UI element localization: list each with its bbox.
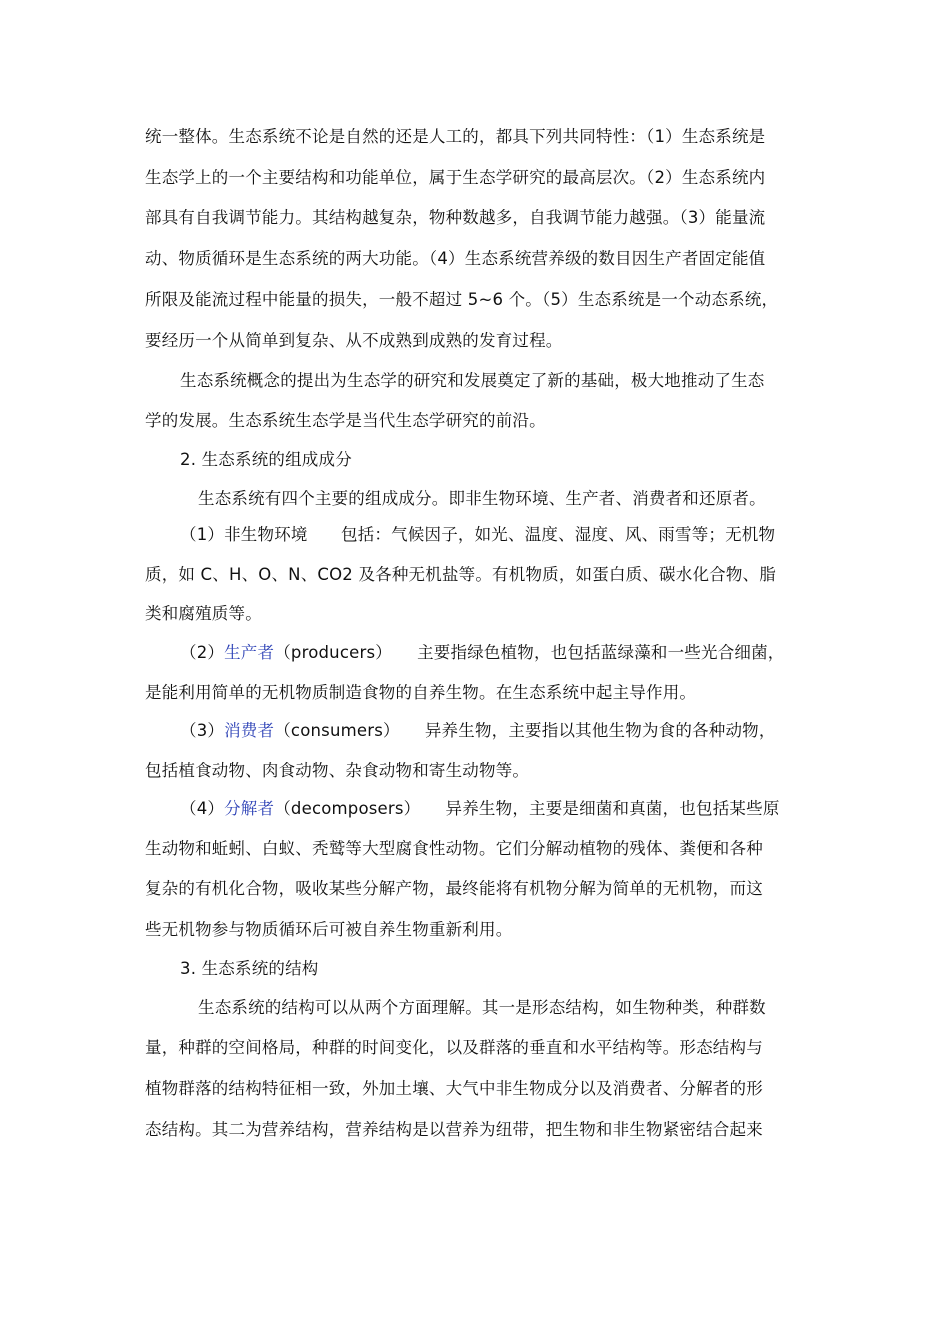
decomposers-link[interactable]: 分解者 xyxy=(224,799,275,818)
paragraph-line: 些无机物参与物质循环后可被自养生物重新利用。 xyxy=(145,920,513,939)
section-heading: 3. 生态系统的结构 xyxy=(180,959,319,978)
paragraph-line: 统一整体。生态系统不论是自然的还是人工的，都具下列共同特性：（1）生态系统是 xyxy=(145,127,766,146)
item-number: （4） xyxy=(180,799,225,818)
item-text: （producers） 主要指绿色植物，也包括蓝绿藻和一些光合细菌， xyxy=(274,643,785,662)
paragraph-line: 所限及能流过程中能量的损失，一般不超过 5~6 个。（5）生态系统是一个动态系统， xyxy=(145,290,779,309)
consumers-line xyxy=(180,719,776,743)
paragraph-line: 类和腐殖质等。 xyxy=(145,604,262,623)
item-text: （consumers） 异养生物，主要指以其他生物为食的各种动物， xyxy=(274,721,776,740)
paragraph-line: 生动物和蚯蚓、白蚁、秃鹫等大型腐食性动物。它们分解动植物的残体、粪便和各种 xyxy=(145,839,763,858)
item-text: （decomposers） 异养生物，主要是细菌和真菌，也包括某些原 xyxy=(274,799,780,818)
paragraph-line: 复杂的有机化合物，吸收某些分解产物，最终能将有机物分解为简单的无机物，而这 xyxy=(145,879,763,898)
paragraph-line: 生态系统概念的提出为生态学的研究和发展奠定了新的基础，极大地推动了生态 xyxy=(180,371,765,390)
producers-link[interactable]: 生产者 xyxy=(224,643,275,662)
section-heading: 2. 生态系统的组成成分 xyxy=(180,450,352,469)
paragraph-line: 生态学上的一个主要结构和功能单位，属于生态学研究的最高层次。（2）生态系统内 xyxy=(145,168,766,187)
item-number: （2） xyxy=(180,643,225,662)
consumers-link[interactable]: 消费者 xyxy=(224,721,275,740)
paragraph-line: 量，种群的空间格局，种群的时间变化，以及群落的垂直和水平结构等。形态结构与 xyxy=(145,1038,763,1057)
paragraph-line: 要经历一个从简单到复杂、从不成熟到成熟的发育过程。 xyxy=(145,331,563,350)
paragraph-line: 态结构。其二为营养结构，营养结构是以营养为纽带，把生物和非生物紧密结合起来 xyxy=(145,1120,763,1139)
decomposers-line xyxy=(180,797,780,821)
producers-line xyxy=(180,641,785,665)
paragraph-line: 生态系统有四个主要的组成成分。即非生物环境、生产者、消费者和还原者。 xyxy=(198,489,766,508)
paragraph-line: 部具有自我调节能力。其结构越复杂，物种数越多，自我调节能力越强。（3）能量流 xyxy=(145,208,766,227)
paragraph-line: 动、物质循环是生态系统的两大功能。（4）生态系统营养级的数目因生产者固定能值 xyxy=(145,249,766,268)
paragraph-line: （1）非生物环境 包括：气候因子，如光、温度、湿度、风、雨雪等；无机物 xyxy=(180,525,776,544)
paragraph-line: 学的发展。生态系统生态学是当代生态学研究的前沿。 xyxy=(145,411,546,430)
paragraph-line: 植物群落的结构特征相一致，外加土壤、大气中非生物成分以及消费者、分解者的形 xyxy=(145,1079,763,1098)
paragraph-line: 是能利用简单的无机物质制造食物的自养生物。在生态系统中起主导作用。 xyxy=(145,683,697,702)
item-number: （3） xyxy=(180,721,225,740)
paragraph-line: 生态系统的结构可以从两个方面理解。其一是形态结构，如生物种类，种群数 xyxy=(198,998,766,1017)
paragraph-line: 包括植食动物、肉食动物、杂食动物和寄生动物等。 xyxy=(145,761,530,780)
paragraph-line: 质，如 C、H、O、N、CO2 及各种无机盐等。有机物质，如蛋白质、碳水化合物、脂 xyxy=(145,565,776,584)
